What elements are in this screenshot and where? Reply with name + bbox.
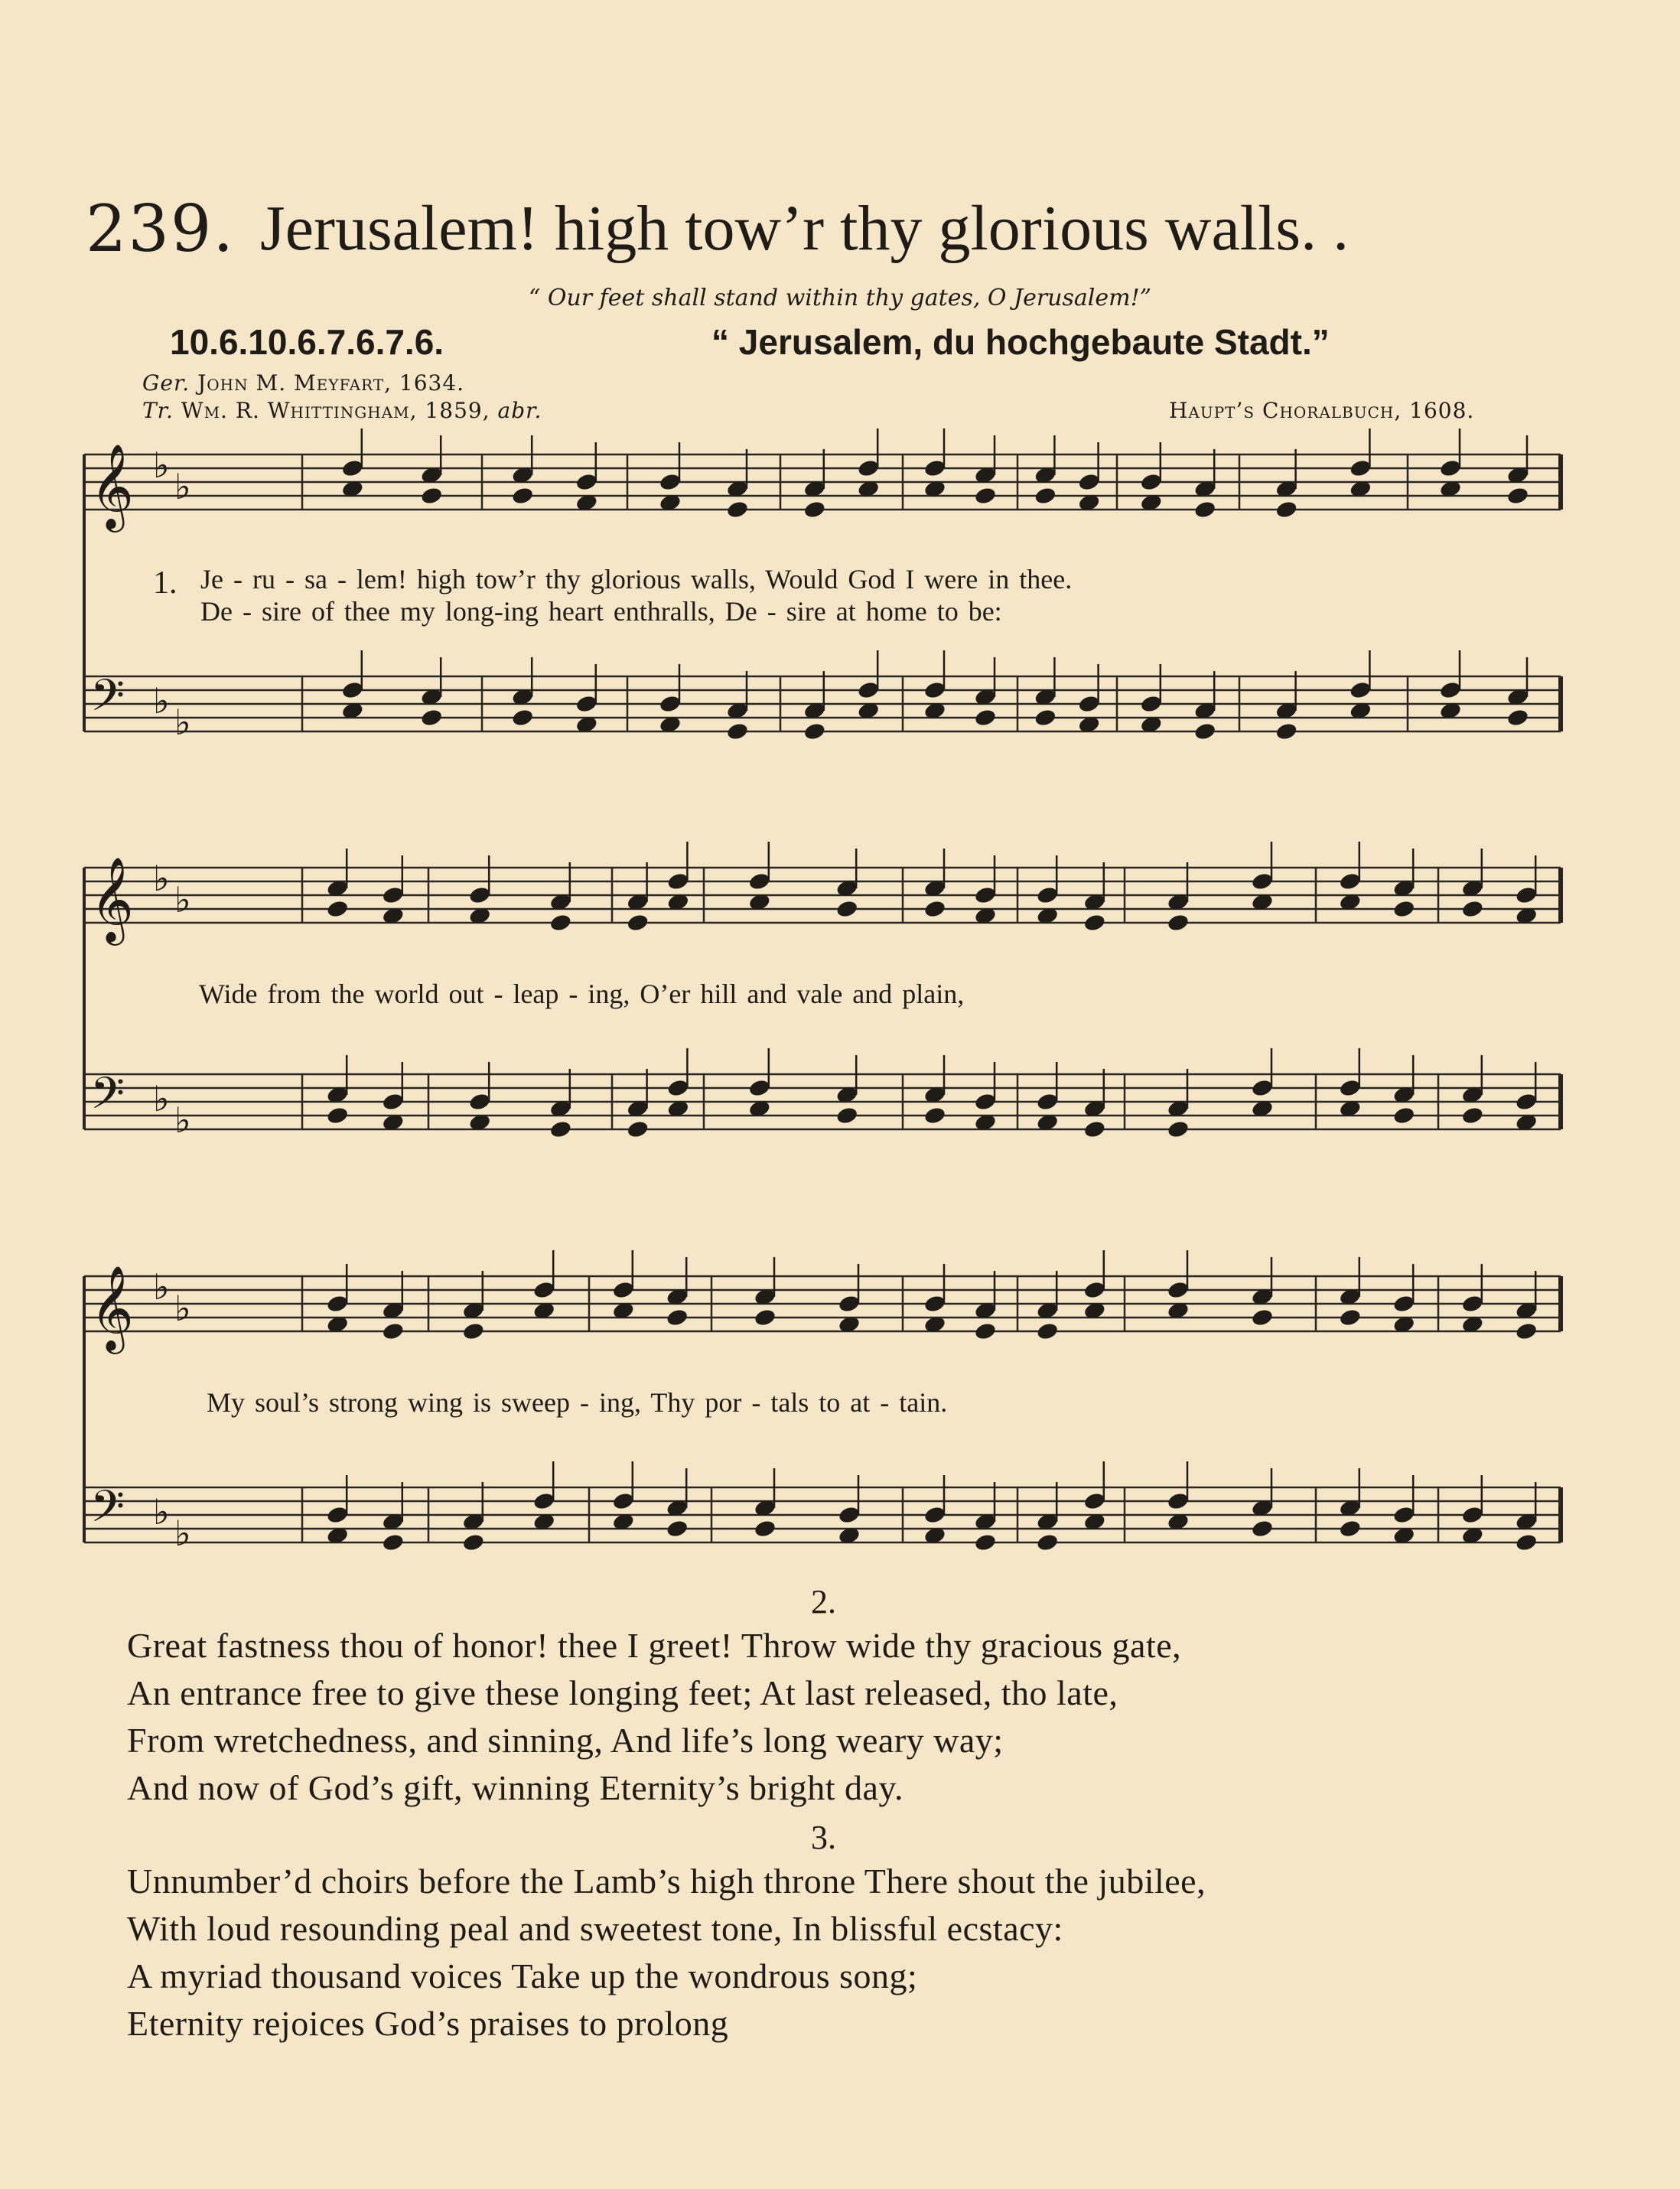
note-head bbox=[666, 871, 690, 891]
note-head bbox=[974, 885, 998, 905]
note-head bbox=[462, 1533, 486, 1552]
note-head bbox=[511, 486, 535, 506]
flat-icon: ♭ bbox=[174, 1099, 191, 1141]
lyric-line-4: My soul’s strong wing is sweep - ing, Thy por - tals to at - tain. bbox=[207, 1387, 948, 1418]
note-head bbox=[420, 486, 444, 506]
note-head bbox=[748, 1078, 772, 1098]
note-head bbox=[326, 1505, 350, 1525]
note-head bbox=[1167, 913, 1190, 933]
flat-icon: ♭ bbox=[174, 466, 191, 507]
note-head bbox=[511, 708, 535, 728]
translator-name: Wm. R. Whittingham, 1859, bbox=[181, 398, 490, 423]
note-head bbox=[549, 1119, 573, 1139]
flat-icon: ♭ bbox=[153, 680, 170, 722]
stanza-3-line-2: With loud resounding peal and sweetest tone, In blissful ecstacy: bbox=[127, 1909, 1063, 1948]
note-head bbox=[1339, 871, 1363, 891]
note-head bbox=[923, 1294, 947, 1314]
hymn-title: Jerusalem! high tow’r thy glorious walls. . bbox=[260, 193, 1350, 264]
note-head bbox=[1349, 458, 1372, 478]
note-head bbox=[1140, 694, 1164, 714]
stanza-2-line-2: An entrance free to give these longing feet; At last released, tho late, bbox=[127, 1673, 1118, 1712]
note-head bbox=[1506, 486, 1530, 506]
note-head bbox=[1339, 1519, 1363, 1539]
note-head bbox=[341, 680, 365, 700]
flat-icon: ♭ bbox=[153, 1078, 170, 1119]
note-head bbox=[1083, 1280, 1107, 1300]
bass-clef-icon: 𝄢 bbox=[90, 669, 125, 732]
note-head bbox=[803, 500, 827, 520]
flat-icon: ♭ bbox=[153, 1266, 170, 1308]
note-head bbox=[1036, 1533, 1060, 1552]
treble-clef-icon: 𝄞 bbox=[90, 856, 134, 942]
note-head bbox=[1251, 1519, 1275, 1539]
note-head bbox=[803, 722, 827, 741]
treble-clef-icon: 𝄞 bbox=[90, 1265, 134, 1350]
note-head bbox=[468, 885, 492, 905]
note-head bbox=[326, 899, 350, 919]
note-head bbox=[923, 1505, 947, 1525]
note-head bbox=[1392, 899, 1416, 919]
bass-clef-icon: 𝄢 bbox=[90, 1481, 125, 1543]
flat-icon: ♭ bbox=[174, 1513, 191, 1554]
note-head bbox=[1083, 1119, 1107, 1139]
note-head bbox=[462, 1321, 486, 1341]
note-head bbox=[532, 1491, 556, 1511]
note-head bbox=[1461, 899, 1485, 919]
tune-name: “ Jerusalem, du hochgebaute Stadt.” bbox=[711, 322, 1330, 362]
lyric-line-3: Wide from the world out - leap - ing, O’er hill and vale and plain, bbox=[199, 979, 965, 1009]
flat-icon: ♭ bbox=[174, 1288, 191, 1329]
note-head bbox=[1339, 1078, 1363, 1098]
flat-icon: ♭ bbox=[174, 702, 191, 743]
tune-source: Haupt’s Choralbuch, 1608. bbox=[1169, 398, 1475, 423]
note-head bbox=[974, 486, 998, 506]
note-head bbox=[748, 871, 772, 891]
note-head bbox=[923, 1106, 947, 1125]
note-head bbox=[1275, 500, 1298, 520]
epigraph: “ Our feet shall stand within thy gates, O Jerusalem!” bbox=[529, 285, 1151, 311]
note-head bbox=[1167, 1491, 1190, 1511]
note-head bbox=[1392, 1505, 1416, 1525]
stanza-2-line-3: From wretchedness, and sinning, And life’s long weary way; bbox=[127, 1721, 1004, 1760]
note-head bbox=[382, 1533, 405, 1552]
note-head bbox=[1506, 708, 1530, 728]
stanza-2-line-1: Great fastness thou of honor! thee I greet! Throw wide thy gracious gate, bbox=[127, 1626, 1182, 1665]
treble-clef-icon: 𝄞 bbox=[90, 443, 134, 529]
note-head bbox=[1077, 694, 1101, 714]
translator-suffix: abr. bbox=[497, 398, 542, 423]
stanza-2-number: 2. bbox=[811, 1583, 836, 1621]
note-head bbox=[835, 899, 859, 919]
flat-icon: ♭ bbox=[174, 879, 191, 920]
note-head bbox=[1515, 1092, 1538, 1112]
note-head bbox=[666, 1519, 689, 1539]
note-head bbox=[1193, 722, 1217, 741]
note-head bbox=[1140, 472, 1164, 492]
note-head bbox=[1034, 708, 1057, 728]
clefs-and-signatures bbox=[90, 443, 191, 1554]
lyric-verse-number: 1. bbox=[153, 565, 177, 601]
note-head bbox=[1349, 680, 1372, 700]
note-head bbox=[326, 1106, 350, 1125]
note-head bbox=[726, 500, 750, 520]
note-head bbox=[612, 1491, 636, 1511]
note-head bbox=[1339, 1308, 1363, 1327]
note-head bbox=[974, 1321, 998, 1341]
note-head bbox=[754, 1519, 777, 1539]
note-head bbox=[1083, 1491, 1107, 1511]
note-head bbox=[857, 458, 881, 478]
stanza-3-line-1: Unnumber’d choirs before the Lamb’s high throne There shout the jubilee, bbox=[127, 1862, 1206, 1901]
note-head bbox=[532, 1280, 556, 1300]
note-head bbox=[1439, 680, 1463, 700]
author-name: John M. Meyfart, 1634. bbox=[197, 370, 465, 396]
author-prefix: Ger. bbox=[142, 370, 190, 396]
note-head bbox=[835, 1106, 859, 1125]
note-head bbox=[1077, 472, 1101, 492]
note-head bbox=[1392, 1106, 1416, 1125]
note-head bbox=[626, 1119, 650, 1139]
note-head bbox=[666, 1308, 689, 1327]
meter: 10.6.10.6.7.6.7.6. bbox=[170, 322, 444, 362]
note-head bbox=[420, 708, 444, 728]
note-head bbox=[1461, 1294, 1485, 1314]
note-head bbox=[659, 472, 682, 492]
stanza-3-line-4: Eternity rejoices God’s praises to prolong bbox=[127, 2004, 729, 2043]
translator-prefix: Tr. bbox=[142, 398, 174, 423]
note-head bbox=[974, 1092, 998, 1112]
note-head bbox=[1193, 500, 1217, 520]
lyric-line-1: Je - ru - sa - lem! high tow’r thy glorious walls, Would God I were in thee. bbox=[200, 564, 1073, 594]
note-head bbox=[382, 1321, 405, 1341]
note-head bbox=[923, 458, 947, 478]
note-head bbox=[974, 1533, 998, 1552]
note-head bbox=[341, 458, 365, 478]
note-head bbox=[838, 1505, 861, 1525]
bass-clef-icon: 𝄢 bbox=[90, 1067, 125, 1130]
note-head bbox=[626, 913, 650, 933]
note-head bbox=[857, 680, 881, 700]
flat-icon: ♭ bbox=[153, 858, 170, 899]
note-head bbox=[382, 1092, 405, 1112]
note-head bbox=[575, 472, 599, 492]
note-head bbox=[1515, 1533, 1538, 1552]
note-head bbox=[923, 899, 947, 919]
note-head bbox=[838, 1294, 861, 1314]
note-head bbox=[1036, 1092, 1060, 1112]
note-head bbox=[1461, 1106, 1485, 1125]
note-head bbox=[1167, 1280, 1190, 1300]
note-head bbox=[1461, 1505, 1485, 1525]
flat-icon: ♭ bbox=[153, 445, 170, 486]
note-head bbox=[754, 1308, 777, 1327]
note-head bbox=[1251, 871, 1275, 891]
note-head bbox=[1034, 486, 1057, 506]
note-head bbox=[1515, 885, 1538, 905]
note-head bbox=[326, 1294, 350, 1314]
note-head bbox=[1392, 1294, 1416, 1314]
note-head bbox=[659, 694, 682, 714]
note-head bbox=[1515, 1321, 1538, 1341]
note-head bbox=[1275, 722, 1298, 741]
note-head bbox=[1083, 913, 1107, 933]
note-head bbox=[612, 1280, 636, 1300]
note-head bbox=[1036, 1321, 1060, 1341]
stanza-2-line-4: And now of God’s gift, winning Eternity’s bright day. bbox=[127, 1768, 903, 1807]
note-head bbox=[1251, 1308, 1275, 1327]
note-head bbox=[575, 694, 599, 714]
stanza-3-line-3: A myriad thousand voices Take up the wondrous song; bbox=[127, 1956, 918, 1995]
note-head bbox=[923, 680, 947, 700]
flat-icon: ♭ bbox=[153, 1491, 170, 1533]
note-head bbox=[549, 913, 573, 933]
note-head bbox=[1167, 1119, 1190, 1139]
note-head bbox=[726, 722, 750, 741]
stanza-3-number: 3. bbox=[811, 1819, 836, 1856]
note-head bbox=[974, 708, 998, 728]
hymn-number: 239. bbox=[86, 191, 236, 266]
note-head bbox=[666, 1078, 690, 1098]
note-head bbox=[1036, 885, 1060, 905]
note-head bbox=[382, 885, 405, 905]
note-head bbox=[468, 1092, 492, 1112]
note-head bbox=[1439, 458, 1463, 478]
note-head bbox=[1251, 1078, 1275, 1098]
lyric-line-2: De - sire of thee my long-ing heart enthralls, De - sire at home to be: bbox=[200, 596, 1002, 627]
